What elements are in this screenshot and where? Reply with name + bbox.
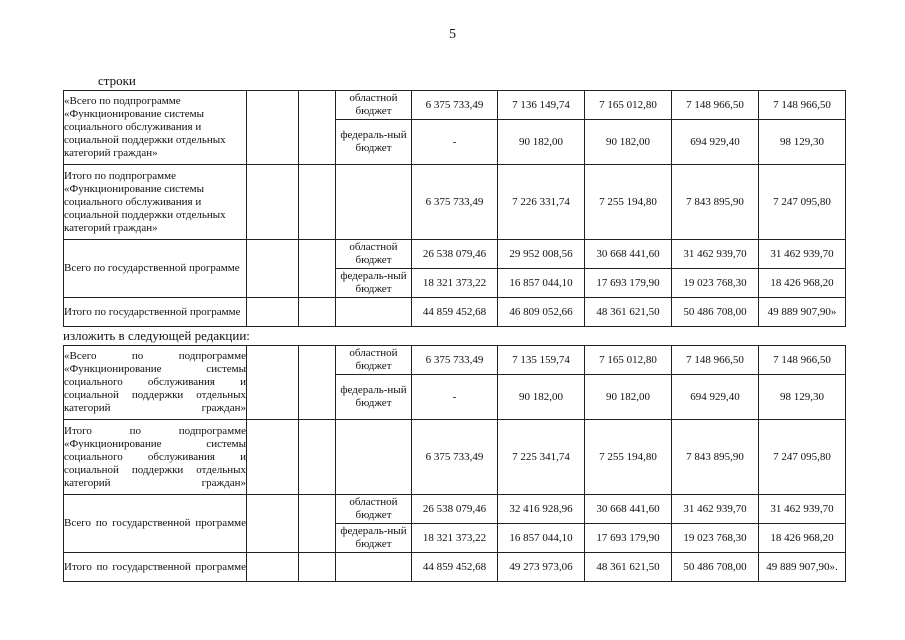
value-cell: 19 023 768,30 (672, 524, 759, 553)
value-cell: 90 182,00 (498, 375, 585, 420)
budget-source: федераль-ный бюджет (336, 269, 412, 298)
value-cell: 7 135 159,74 (498, 346, 585, 375)
value-cell: 50 486 708,00 (672, 298, 759, 327)
budget-source: федераль-ный бюджет (336, 524, 412, 553)
value-cell: 46 809 052,66 (498, 298, 585, 327)
row-label: «Всего по подпрограмме «Функционирование системы социального обслуживания и социальной поддержки отдельных категорий граждан» (64, 346, 247, 420)
value-cell: 90 182,00 (585, 375, 672, 420)
row-label: Итого по подпрограмме «Функционирование системы социального обслуживания и социальной поддержки отдельных категорий граждан» (64, 420, 247, 495)
value-cell: 17 693 179,90 (585, 269, 672, 298)
value-cell: 48 361 621,50 (585, 298, 672, 327)
value-cell: 30 668 441,60 (585, 495, 672, 524)
row-label: Итого по государственной программе (64, 553, 247, 582)
value-cell: 7 255 194,80 (585, 420, 672, 495)
table-row (64, 91, 846, 120)
value-cell: 31 462 939,70 (759, 495, 846, 524)
value-cell: 26 538 079,46 (412, 240, 498, 269)
value-cell: 44 859 452,68 (412, 298, 498, 327)
value-cell: 32 416 928,96 (498, 495, 585, 524)
table-row (64, 346, 846, 375)
row-label: Итого по подпрограмме «Функционирование системы социального обслуживания и социальной поддержки отдельных категорий граждан» (64, 165, 247, 240)
row-label: «Всего по подпрограмме «Функционирование системы социального обслуживания и социальной поддержки отдельных категорий граждан» (64, 91, 247, 165)
budget-source: областной бюджет (336, 91, 412, 120)
value-cell: 6 375 733,49 (412, 165, 498, 240)
value-cell: 44 859 452,68 (412, 553, 498, 582)
page-number: 5 (449, 27, 456, 42)
value-cell: 7 148 966,50 (759, 91, 846, 120)
value-cell: 6 375 733,49 (412, 91, 498, 120)
value-cell: 98 129,30 (759, 120, 846, 165)
value-cell: 6 375 733,49 (412, 346, 498, 375)
value-cell: 16 857 044,10 (498, 524, 585, 553)
caption-new-edition: изложить в следующей редакции: (63, 328, 250, 343)
value-cell: 7 247 095,80 (759, 165, 846, 240)
value-cell: 7 148 966,50 (672, 346, 759, 375)
value-cell: 7 225 341,74 (498, 420, 585, 495)
table-row (64, 240, 846, 269)
budget-source: федераль-ный бюджет (336, 120, 412, 165)
value-cell: 98 129,30 (759, 375, 846, 420)
value-cell: 17 693 179,90 (585, 524, 672, 553)
value-cell: 7 843 895,90 (672, 420, 759, 495)
value-cell: 26 538 079,46 (412, 495, 498, 524)
budget-source: областной бюджет (336, 346, 412, 375)
budget-table-new (63, 345, 846, 582)
value-cell: 7 148 966,50 (759, 346, 846, 375)
table-row (64, 495, 846, 524)
value-cell: 7 136 149,74 (498, 91, 585, 120)
value-cell: 7 165 012,80 (585, 91, 672, 120)
value-cell: 48 361 621,50 (585, 553, 672, 582)
value-cell: 7 255 194,80 (585, 165, 672, 240)
value-cell: 90 182,00 (585, 120, 672, 165)
value-cell: 7 247 095,80 (759, 420, 846, 495)
value-cell: 31 462 939,70 (672, 495, 759, 524)
value-cell: 49 889 907,90». (759, 553, 846, 582)
value-cell: 90 182,00 (498, 120, 585, 165)
value-cell: 7 226 331,74 (498, 165, 585, 240)
value-cell: 7 165 012,80 (585, 346, 672, 375)
row-label: Всего по государственной программе (64, 495, 247, 553)
value-cell: 18 321 373,22 (412, 269, 498, 298)
table-row (64, 298, 846, 327)
value-cell: 16 857 044,10 (498, 269, 585, 298)
budget-source: областной бюджет (336, 495, 412, 524)
table-row (64, 165, 846, 240)
budget-table-old (63, 90, 846, 327)
value-cell: 30 668 441,60 (585, 240, 672, 269)
value-cell: 18 426 968,20 (759, 524, 846, 553)
row-label: Всего по государственной программе (64, 240, 247, 298)
budget-source: федераль-ный бюджет (336, 375, 412, 420)
value-cell: 7 843 895,90 (672, 165, 759, 240)
row-label: Итого по государственной программе (64, 298, 247, 327)
value-cell: 18 321 373,22 (412, 524, 498, 553)
value-cell: 29 952 008,56 (498, 240, 585, 269)
caption-rows: строки (98, 73, 136, 88)
value-cell: 7 148 966,50 (672, 91, 759, 120)
budget-source: областной бюджет (336, 240, 412, 269)
table-row (64, 420, 846, 495)
value-cell: 694 929,40 (672, 375, 759, 420)
value-cell: - (412, 375, 498, 420)
value-cell: 18 426 968,20 (759, 269, 846, 298)
value-cell: 694 929,40 (672, 120, 759, 165)
value-cell: - (412, 120, 498, 165)
value-cell: 31 462 939,70 (672, 240, 759, 269)
table-row (64, 553, 846, 582)
value-cell: 49 889 907,90» (759, 298, 846, 327)
value-cell: 49 273 973,06 (498, 553, 585, 582)
value-cell: 50 486 708,00 (672, 553, 759, 582)
value-cell: 6 375 733,49 (412, 420, 498, 495)
value-cell: 31 462 939,70 (759, 240, 846, 269)
value-cell: 19 023 768,30 (672, 269, 759, 298)
